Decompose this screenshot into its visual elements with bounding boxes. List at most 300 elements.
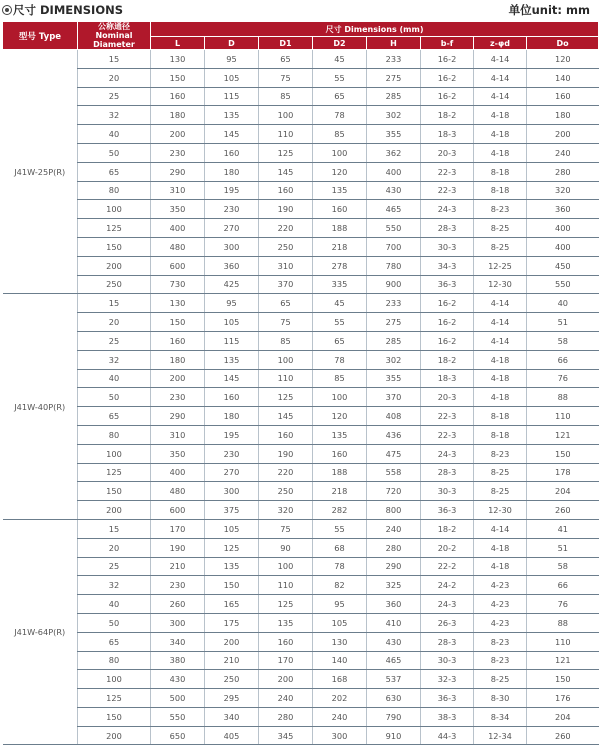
dimension-cell: 160 (151, 331, 205, 350)
dimension-cell: 100 (313, 143, 367, 162)
dimension-cell: 290 (151, 162, 205, 181)
dimension-cell: 500 (151, 689, 205, 708)
dimension-cell: 350 (151, 200, 205, 219)
dimension-cell: 12-30 (474, 501, 527, 520)
dimension-cell: 233 (367, 50, 421, 69)
nominal-diameter-cell: 100 (78, 444, 151, 463)
dimension-cell: 204 (527, 707, 599, 726)
nominal-diameter-cell: 25 (78, 87, 151, 106)
dimension-cell: 150 (151, 68, 205, 87)
dimension-cell: 4-14 (474, 331, 527, 350)
dimension-cell: 22-3 (421, 162, 474, 181)
dimension-cell: 105 (205, 313, 259, 332)
nominal-diameter-header (78, 22, 151, 50)
dimension-cell: 375 (205, 501, 259, 520)
dimension-cell: 270 (205, 463, 259, 482)
dimension-cell: 370 (259, 275, 313, 294)
dimension-cell: 600 (151, 256, 205, 275)
table-row (3, 463, 599, 482)
table-row (3, 87, 599, 106)
nominal-diameter-cell: 100 (78, 670, 151, 689)
dimensions-table (2, 21, 599, 745)
table-row (3, 350, 599, 369)
dimension-cell: 202 (313, 689, 367, 708)
dimension-cell: 75 (259, 519, 313, 538)
dimension-cell: 190 (259, 200, 313, 219)
dimension-cell: 180 (151, 350, 205, 369)
dimension-cell: 65 (259, 294, 313, 313)
dimension-cell: 910 (367, 726, 421, 745)
dimension-cell: 170 (259, 651, 313, 670)
dimension-cell: 51 (527, 538, 599, 557)
page-title (2, 2, 123, 18)
dimension-cell: 360 (205, 256, 259, 275)
dimension-cell: 282 (313, 501, 367, 520)
dimension-cell: 302 (367, 106, 421, 125)
table-row (3, 369, 599, 388)
dimension-cell: 180 (205, 407, 259, 426)
dimension-cell: 28-3 (421, 219, 474, 238)
dimension-cell: 325 (367, 576, 421, 595)
nominal-diameter-cell: 32 (78, 106, 151, 125)
table-row (3, 482, 599, 501)
dimension-cell: 550 (527, 275, 599, 294)
dimension-cell: 12-30 (474, 275, 527, 294)
dimension-cell: 8-23 (474, 651, 527, 670)
dimension-cell: 220 (259, 219, 313, 238)
dimension-cell: 230 (151, 576, 205, 595)
dimension-cell: 168 (313, 670, 367, 689)
dimension-cell: 200 (527, 125, 599, 144)
table-row (3, 595, 599, 614)
dimension-cell: 16-2 (421, 68, 474, 87)
dimension-cell: 355 (367, 369, 421, 388)
dimension-cell: 4-18 (474, 143, 527, 162)
dimension-cell: 8-30 (474, 689, 527, 708)
dimension-cell: 160 (527, 87, 599, 106)
table-row (3, 501, 599, 520)
dimension-cell: 135 (259, 613, 313, 632)
dimension-cell: 8-23 (474, 200, 527, 219)
dimension-cell: 160 (205, 143, 259, 162)
dimension-cell: 12-25 (474, 256, 527, 275)
table-row (3, 707, 599, 726)
dimension-cell: 145 (205, 125, 259, 144)
dimension-cell: 45 (313, 50, 367, 69)
table-row (3, 388, 599, 407)
dimension-cell: 16-2 (421, 50, 474, 69)
dimension-cell: 16-2 (421, 331, 474, 350)
dimension-cell: 4-18 (474, 538, 527, 557)
dimension-cell: 360 (367, 595, 421, 614)
dimension-cell: 22-3 (421, 181, 474, 200)
dimension-cell: 430 (367, 181, 421, 200)
dimension-cell: 250 (259, 482, 313, 501)
nominal-diameter-cell: 125 (78, 689, 151, 708)
column-header: D (205, 37, 259, 50)
dimension-cell: 165 (205, 595, 259, 614)
nominal-diameter-cell: 32 (78, 576, 151, 595)
dimension-cell: 78 (313, 106, 367, 125)
dimension-cell: 120 (313, 407, 367, 426)
table-row (3, 181, 599, 200)
nominal-diameter-cell: 80 (78, 425, 151, 444)
dimension-cell: 130 (151, 294, 205, 313)
column-header: z-φd (474, 37, 527, 50)
dimension-cell: 537 (367, 670, 421, 689)
dimension-cell: 18-2 (421, 519, 474, 538)
dimension-cell: 4-18 (474, 350, 527, 369)
nominal-diameter-cell: 20 (78, 538, 151, 557)
dimension-cell: 145 (259, 407, 313, 426)
dimension-cell: 210 (151, 557, 205, 576)
dimension-cell: 408 (367, 407, 421, 426)
nominal-diameter-cell: 150 (78, 707, 151, 726)
dimension-cell: 302 (367, 350, 421, 369)
dimension-cell: 120 (313, 162, 367, 181)
dimension-cell: 630 (367, 689, 421, 708)
dimension-cell: 110 (259, 576, 313, 595)
dimension-cell: 285 (367, 87, 421, 106)
dimension-cell: 24-3 (421, 444, 474, 463)
dimension-cell: 900 (367, 275, 421, 294)
dimension-cell: 150 (527, 444, 599, 463)
dimension-cell: 290 (151, 407, 205, 426)
dimension-cell: 8-34 (474, 707, 527, 726)
dimension-cell: 8-18 (474, 181, 527, 200)
dimension-cell: 95 (313, 595, 367, 614)
type-cell: J41W-64P(R) (3, 519, 78, 745)
dimension-cell: 32-3 (421, 670, 474, 689)
nominal-diameter-cell: 100 (78, 200, 151, 219)
dimension-cell: 436 (367, 425, 421, 444)
dimension-cell: 370 (367, 388, 421, 407)
dimension-cell: 150 (527, 670, 599, 689)
dimension-cell: 125 (259, 143, 313, 162)
dimension-cell: 135 (313, 425, 367, 444)
dimension-cell: 210 (205, 651, 259, 670)
dimension-cell: 135 (205, 350, 259, 369)
nominal-diameter-cell: 80 (78, 651, 151, 670)
nominal-diameter-cell: 15 (78, 50, 151, 69)
dimension-cell: 40 (527, 294, 599, 313)
dimension-cell: 68 (313, 538, 367, 557)
dimension-cell: 110 (527, 407, 599, 426)
dimension-cell: 16-2 (421, 87, 474, 106)
dimension-cell: 230 (151, 143, 205, 162)
dimension-cell: 600 (151, 501, 205, 520)
dimension-cell: 75 (259, 313, 313, 332)
dimension-cell: 300 (205, 482, 259, 501)
dimension-cell: 36-3 (421, 689, 474, 708)
dimension-cell: 4-18 (474, 106, 527, 125)
dimension-cell: 280 (367, 538, 421, 557)
dimension-cell: 4-14 (474, 50, 527, 69)
nominal-diameter-header-en: Nominal Diameter (93, 31, 135, 49)
dimension-cell: 362 (367, 143, 421, 162)
dimension-cell: 178 (527, 463, 599, 482)
dimension-cell: 240 (367, 519, 421, 538)
table-row (3, 651, 599, 670)
dimension-cell: 465 (367, 651, 421, 670)
dimension-cell: 340 (205, 707, 259, 726)
dimension-cell: 310 (259, 256, 313, 275)
table-row (3, 50, 599, 69)
dimension-cell: 450 (527, 256, 599, 275)
table-row (3, 444, 599, 463)
dimension-cell: 218 (313, 482, 367, 501)
nominal-diameter-cell: 150 (78, 237, 151, 256)
table-body (3, 50, 599, 745)
nominal-diameter-cell: 25 (78, 331, 151, 350)
header (2, 2, 598, 18)
dimension-cell: 8-18 (474, 162, 527, 181)
table-row (3, 670, 599, 689)
table-row (3, 68, 599, 87)
dimension-cell: 160 (313, 444, 367, 463)
dimension-cell: 120 (527, 50, 599, 69)
dimension-cell: 140 (527, 68, 599, 87)
table-row (3, 557, 599, 576)
dimension-cell: 75 (259, 68, 313, 87)
dimension-cell: 220 (259, 463, 313, 482)
dimension-cell: 4-23 (474, 576, 527, 595)
dimension-cell: 58 (527, 331, 599, 350)
nominal-diameter-cell: 40 (78, 125, 151, 144)
column-header: D1 (259, 37, 313, 50)
table-row (3, 219, 599, 238)
table-row (3, 313, 599, 332)
dimension-cell: 290 (367, 557, 421, 576)
dimension-cell: 4-23 (474, 595, 527, 614)
dimension-cell: 12-34 (474, 726, 527, 745)
dimension-cell: 180 (527, 106, 599, 125)
dimension-cell: 24-3 (421, 595, 474, 614)
nominal-diameter-cell: 65 (78, 632, 151, 651)
dimension-cell: 82 (313, 576, 367, 595)
dimensions-header: 尺寸 Dimensions (mm) (151, 22, 599, 37)
unit-label: 单位unit: mm (508, 3, 590, 17)
table-row (3, 200, 599, 219)
nominal-diameter-cell: 65 (78, 407, 151, 426)
nominal-diameter-cell: 125 (78, 463, 151, 482)
nominal-diameter-cell: 20 (78, 68, 151, 87)
dimension-cell: 4-18 (474, 125, 527, 144)
dimension-cell: 475 (367, 444, 421, 463)
nominal-diameter-cell: 25 (78, 557, 151, 576)
dimension-cell: 650 (151, 726, 205, 745)
table-row (3, 125, 599, 144)
dimension-cell: 34-3 (421, 256, 474, 275)
dimension-cell: 430 (367, 632, 421, 651)
dimension-cell: 20-3 (421, 143, 474, 162)
table-row (3, 538, 599, 557)
table-row (3, 519, 599, 538)
table-row (3, 576, 599, 595)
nominal-diameter-cell: 40 (78, 595, 151, 614)
dimension-cell: 18-2 (421, 106, 474, 125)
dimension-cell: 4-18 (474, 388, 527, 407)
dimension-cell: 160 (259, 425, 313, 444)
dimension-cell: 88 (527, 613, 599, 632)
dimension-cell: 38-3 (421, 707, 474, 726)
table-row (3, 425, 599, 444)
dimension-cell: 55 (313, 519, 367, 538)
dimension-cell: 130 (151, 50, 205, 69)
dimension-cell: 260 (527, 501, 599, 520)
dimension-cell: 195 (205, 181, 259, 200)
dimension-cell: 175 (205, 613, 259, 632)
dimension-cell: 95 (205, 50, 259, 69)
dimension-cell: 55 (313, 313, 367, 332)
dimension-cell: 85 (259, 331, 313, 350)
column-header: Do (527, 37, 599, 50)
dimension-cell: 145 (205, 369, 259, 388)
dimension-cell: 720 (367, 482, 421, 501)
dimension-cell: 350 (151, 444, 205, 463)
dimension-cell: 85 (313, 125, 367, 144)
dimension-cell: 250 (205, 670, 259, 689)
dimension-cell: 790 (367, 707, 421, 726)
dimension-cell: 180 (205, 162, 259, 181)
dimension-cell: 400 (367, 162, 421, 181)
type-cell: J41W-25P(R) (3, 50, 78, 294)
dimension-cell: 105 (205, 68, 259, 87)
dimension-cell: 230 (151, 388, 205, 407)
dimension-cell: 355 (367, 125, 421, 144)
nominal-diameter-cell: 200 (78, 726, 151, 745)
dimension-cell: 240 (527, 143, 599, 162)
dimension-cell: 125 (259, 595, 313, 614)
dimension-cell: 145 (259, 162, 313, 181)
table-row (3, 689, 599, 708)
dimension-cell: 90 (259, 538, 313, 557)
dimension-cell: 65 (313, 87, 367, 106)
nominal-diameter-cell: 40 (78, 369, 151, 388)
dimension-cell: 558 (367, 463, 421, 482)
table-row (3, 106, 599, 125)
dimension-cell: 20-3 (421, 388, 474, 407)
dimension-cell: 4-14 (474, 68, 527, 87)
dimension-cell: 700 (367, 237, 421, 256)
dimension-cell: 76 (527, 595, 599, 614)
dimension-cell: 335 (313, 275, 367, 294)
dimension-cell: 121 (527, 651, 599, 670)
dimension-cell: 26-3 (421, 613, 474, 632)
table-row (3, 256, 599, 275)
dimension-cell: 200 (151, 125, 205, 144)
dimension-cell: 188 (313, 463, 367, 482)
dimension-cell: 250 (259, 237, 313, 256)
nominal-diameter-cell: 80 (78, 181, 151, 200)
dimension-cell: 22-3 (421, 407, 474, 426)
column-header: b-f (421, 37, 474, 50)
dimension-cell: 230 (205, 444, 259, 463)
table-row (3, 143, 599, 162)
dimension-cell: 150 (151, 313, 205, 332)
column-header: L (151, 37, 205, 50)
dimension-cell: 400 (527, 219, 599, 238)
page-title-text: 尺寸 DIMENSIONS (13, 3, 123, 17)
table-row (3, 613, 599, 632)
dimension-cell: 230 (205, 200, 259, 219)
dimension-cell: 8-25 (474, 219, 527, 238)
dimension-cell: 24-3 (421, 200, 474, 219)
dimension-cell: 480 (151, 237, 205, 256)
dimension-cell: 204 (527, 482, 599, 501)
dimension-cell: 135 (205, 557, 259, 576)
dimension-cell: 200 (205, 632, 259, 651)
dimension-cell: 310 (151, 425, 205, 444)
dimension-cell: 55 (313, 68, 367, 87)
dimension-cell: 110 (527, 632, 599, 651)
dimension-cell: 4-14 (474, 313, 527, 332)
dimension-cell: 410 (367, 613, 421, 632)
dimension-cell: 78 (313, 557, 367, 576)
dimension-cell: 110 (259, 125, 313, 144)
nominal-diameter-cell: 200 (78, 501, 151, 520)
dimension-cell: 190 (151, 538, 205, 557)
dimension-cell: 170 (151, 519, 205, 538)
dimension-cell: 295 (205, 689, 259, 708)
type-header: 型号 Type (3, 22, 78, 50)
dimension-cell: 4-18 (474, 557, 527, 576)
dimension-cell: 8-25 (474, 463, 527, 482)
dimension-cell: 28-3 (421, 632, 474, 651)
nominal-diameter-cell: 50 (78, 143, 151, 162)
dimension-cell: 275 (367, 68, 421, 87)
dimension-cell: 550 (367, 219, 421, 238)
dimension-cell: 8-18 (474, 407, 527, 426)
dimension-cell: 260 (151, 595, 205, 614)
nominal-diameter-cell: 65 (78, 162, 151, 181)
dimension-cell: 4-14 (474, 519, 527, 538)
dimension-cell: 36-3 (421, 275, 474, 294)
dimension-cell: 88 (527, 388, 599, 407)
dimension-cell: 240 (313, 707, 367, 726)
dimension-cell: 100 (259, 106, 313, 125)
dimension-cell: 200 (151, 369, 205, 388)
dimension-cell: 4-14 (474, 294, 527, 313)
nominal-diameter-cell: 15 (78, 519, 151, 538)
dimension-cell: 18-3 (421, 125, 474, 144)
dimension-cell: 310 (151, 181, 205, 200)
dimension-cell: 730 (151, 275, 205, 294)
dimension-cell: 45 (313, 294, 367, 313)
dimension-cell: 4-18 (474, 369, 527, 388)
dimension-cell: 100 (259, 350, 313, 369)
table-row (3, 407, 599, 426)
dimension-cell: 465 (367, 200, 421, 219)
dimension-cell: 195 (205, 425, 259, 444)
dimension-cell: 8-25 (474, 237, 527, 256)
dimension-cell: 125 (205, 538, 259, 557)
dimension-cell: 65 (313, 331, 367, 350)
dimension-cell: 400 (151, 219, 205, 238)
dimension-cell: 430 (151, 670, 205, 689)
nominal-diameter-cell: 20 (78, 313, 151, 332)
circle-bullet-icon (2, 5, 12, 15)
table-row (3, 632, 599, 651)
dimension-cell: 65 (259, 50, 313, 69)
dimension-cell: 105 (313, 613, 367, 632)
dimension-cell: 78 (313, 350, 367, 369)
dimension-cell: 160 (151, 87, 205, 106)
nominal-diameter-cell: 50 (78, 613, 151, 632)
dimension-cell: 44-3 (421, 726, 474, 745)
dimension-cell: 76 (527, 369, 599, 388)
header-row-1 (3, 22, 599, 37)
